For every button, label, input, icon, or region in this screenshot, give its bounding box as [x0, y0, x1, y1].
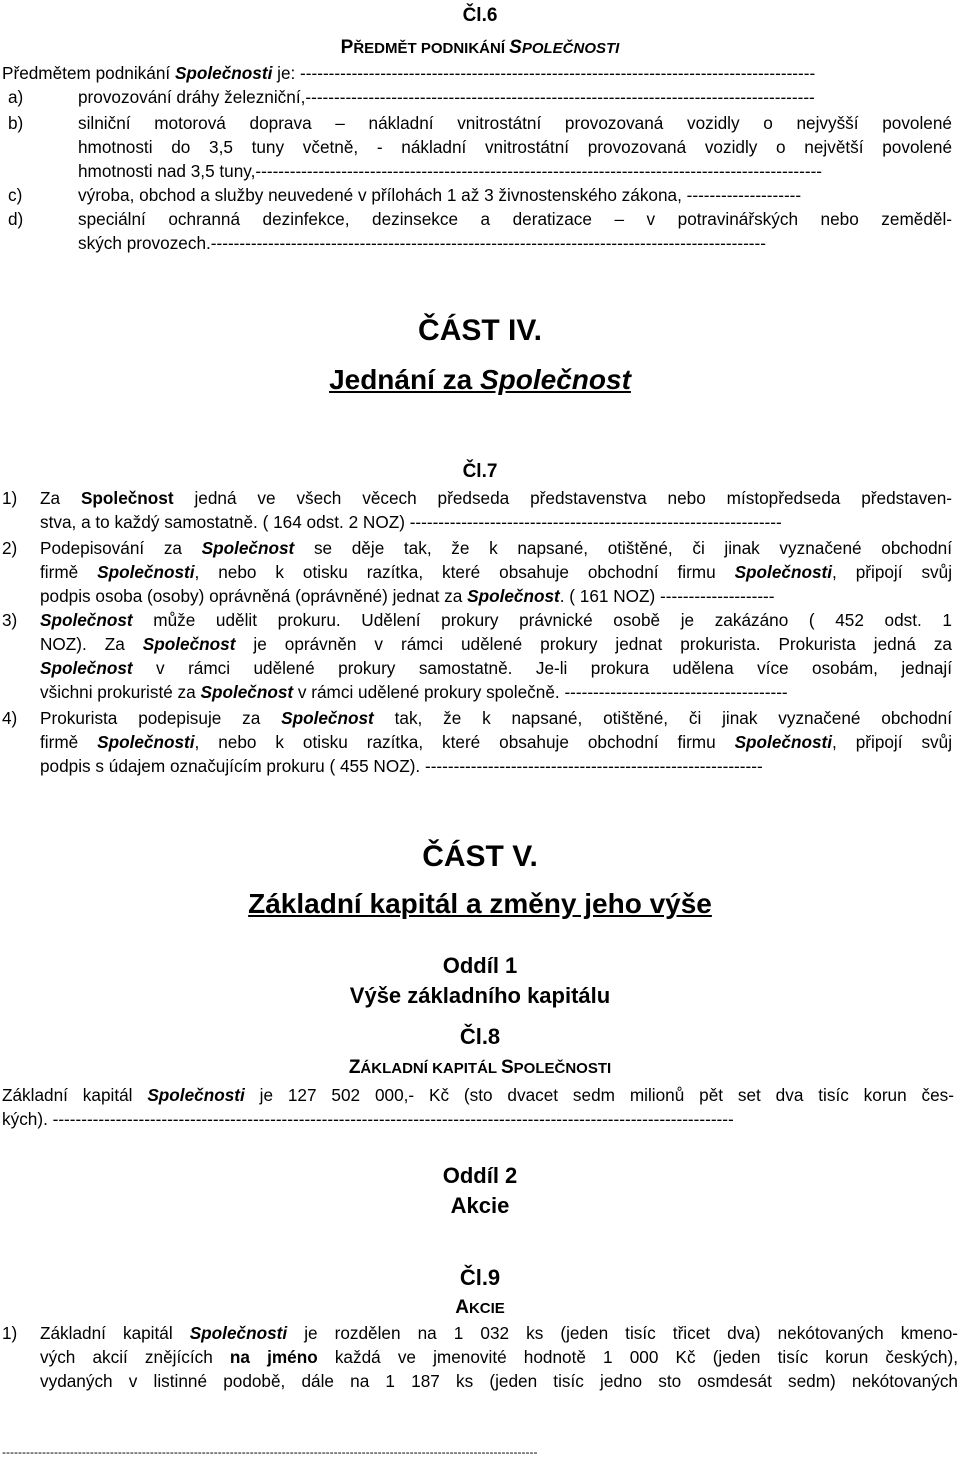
para-line: [40, 681, 952, 705]
company-term: Společnosti: [734, 732, 833, 752]
company-term: Společnosti: [147, 1085, 245, 1105]
article-9-heading: Čl.9: [459, 1265, 501, 1290]
item-label: b): [8, 113, 24, 133]
text: tak, že k napsané, otištěné, či jinak vyznačené obchodní: [373, 708, 952, 728]
article-6-intro: [2, 62, 952, 86]
para-line: [40, 537, 952, 561]
company-term: Společnost: [142, 634, 236, 654]
company-term: Společnost: [480, 364, 631, 395]
text: podpis osoba (osoby) oprávněná (oprávněné) jednat za: [40, 586, 468, 606]
part-5-title: Základní kapitál a změny jeho výše: [248, 888, 712, 919]
section-1-title: Výše základního kapitálu: [349, 983, 611, 1008]
title-part: POLEČNOSTI: [513, 1060, 612, 1077]
article-9-title: [0, 1296, 960, 1321]
text: Základní kapitál: [2, 1085, 148, 1105]
company-term: Společnost: [40, 658, 133, 678]
title-part: ÁKLADNÍ KAPITÁL: [360, 1060, 501, 1077]
item-line: výroba, obchod a služby neuvedené v přílohách 1 až 3 živnostenského zákona, --------------------: [78, 185, 802, 205]
title-part: POLEČNOSTI: [521, 40, 620, 57]
text: může udělit prokuru. Udělení prokury právnické osobě je zakázáno ( 452 odst. 1: [132, 610, 952, 630]
part-4-title: [0, 362, 960, 398]
text: firmě: [40, 562, 98, 582]
item-line: provozování dráhy železniční,-----------------------------------------------------------------------------------------: [78, 87, 815, 107]
para-line: stva, a to každý samostatně. ( 164 odst. 2 NOZ) -----------------------------------------------------------------: [40, 512, 782, 532]
para-line: podpis s údajem označujícím prokuru ( 455 NOZ). -----------------------------------------------------------: [40, 756, 763, 776]
article-7-heading: Čl.7: [462, 461, 498, 482]
company-term: Společnost: [201, 538, 295, 558]
para-label: 1): [2, 1323, 18, 1343]
text: v rámci udělené prokury samostatně. Je-li prokura udělena více osobám, jednají: [132, 658, 952, 678]
text: , připojí svůj: [832, 562, 953, 582]
article-8-title: [0, 1056, 960, 1081]
para-line: [40, 657, 952, 681]
footer-dash-line: --------------------------------------------------------------------------------------------------------------------------------------: [2, 1445, 538, 1459]
company-term: Společnost: [281, 708, 374, 728]
text: Základní kapitál: [40, 1323, 190, 1343]
text: je 127 502 000,- Kč (sto dvacet sedm milionů pět set dva tisíc korun čes-: [244, 1085, 955, 1105]
company-term: Společnosti: [189, 1323, 288, 1343]
article-8-heading: Čl.8: [459, 1024, 501, 1049]
company-term: Společnosti: [97, 732, 195, 752]
company-term: Společnost: [200, 682, 294, 702]
text: firmě: [40, 732, 98, 752]
text: , nebo k otisku razítka, které obsahuje obchodní firmu: [194, 562, 735, 582]
part-5-heading: ČÁST V.: [422, 840, 538, 873]
section-1-heading: Oddíl 1: [442, 953, 518, 978]
title-part: P: [340, 37, 354, 58]
part-4-heading: ČÁST IV.: [418, 314, 542, 347]
text: Předmětem podnikání: [2, 63, 175, 83]
text: se děje tak, že k napsané, otištěné, či jinak vyznačené obchodní: [294, 538, 952, 558]
item-label: a): [8, 87, 24, 107]
para-line: [40, 585, 952, 609]
title-part: Z: [348, 1057, 361, 1078]
para-line: [40, 487, 952, 511]
para-line: [40, 633, 952, 657]
company-term: Společnosti: [97, 562, 195, 582]
company-term: Společnost: [40, 610, 133, 630]
item-line: hmotnosti nad 3,5 tuny,---------------------------------------------------------------------------------------------------: [78, 161, 823, 181]
section-2-heading: Oddíl 2: [442, 1163, 518, 1188]
section-2-title: Akcie: [450, 1193, 510, 1218]
item-line: ských provozech.-------------------------------------------------------------------------------------------------: [78, 233, 766, 253]
text: v rámci udělené prokury společně. ---------------------------------------: [293, 682, 788, 702]
text: je rozdělen na 1 032 ks (jeden tisíc třicet dva) nekótovaných kmeno-: [287, 1323, 959, 1343]
item-label: d): [8, 209, 24, 229]
company-term: Společnost: [467, 586, 560, 606]
text: Podepisování za: [40, 538, 202, 558]
text: , připojí svůj: [832, 732, 953, 752]
company-term: Společnosti: [734, 562, 833, 582]
para-line: [40, 707, 952, 731]
item-label: c): [8, 185, 23, 205]
para-label: 4): [2, 708, 18, 728]
para-label: 2): [2, 538, 18, 558]
item-line: silniční motorová doprava – nákladní vnitrostátní provozovaná vozidly o nejvyšší povolené: [78, 113, 952, 133]
para-label: 1): [2, 488, 18, 508]
text: všichni prokuristé za: [40, 682, 201, 702]
item-line: hmotnosti do 3,5 tuny včetně, - nákladní vnitrostátní provozovaná vozidly o největší povolené: [78, 137, 952, 157]
text: . ( 161 NOZ) --------------------: [559, 586, 775, 606]
company-term: Společnosti: [174, 63, 273, 83]
title-part: ŘEDMĚT PODNIKÁNÍ: [353, 40, 510, 57]
article-8-line-2: kých). -----------------------------------------------------------------------------------------------------------------------: [2, 1109, 734, 1129]
text: je oprávněn v rámci udělené prokury jednat prokurista. Prokurista jedná za: [235, 634, 952, 654]
item-line: speciální ochranná dezinfekce, dezinsekce a deratizace – v potravinářských nebo zeměděl-: [78, 209, 952, 229]
para-line: [40, 1322, 958, 1346]
para-label: 3): [2, 610, 18, 630]
title-part: KCIE: [468, 1300, 505, 1317]
article-8-line-1: [2, 1084, 954, 1108]
title-part: A: [455, 1297, 469, 1318]
text: vých akcií znějících: [40, 1347, 230, 1367]
para-line: [40, 1346, 958, 1370]
para-line: [40, 609, 952, 633]
para-line: vydaných v listinné podobě, dále na 1 187 ks (jeden tisíc jedno sto osmdesát sedm) nekótovaných: [40, 1371, 958, 1391]
article-6-title: [0, 36, 960, 61]
title-part: Jednání za: [329, 364, 480, 395]
text: NOZ). Za: [40, 634, 143, 654]
title-part: S: [509, 37, 522, 58]
emphasis: na jméno: [229, 1347, 318, 1367]
para-line: [40, 731, 952, 755]
title-part: S: [500, 1057, 514, 1078]
text: , nebo k otisku razítka, které obsahuje obchodní firmu: [194, 732, 735, 752]
text: je: ------------------------------------------------------------------------------------------: [272, 63, 816, 83]
text: Za: [40, 488, 81, 508]
text: každá ve jmenovité hodnotě 1 000 Kč (jeden tisíc korun českých),: [317, 1347, 958, 1367]
para-line: [40, 561, 952, 585]
article-6-heading: Čl.6: [462, 5, 498, 26]
text: Prokurista podepisuje za: [40, 708, 282, 728]
text: jedná ve všech věcech předseda představenstva nebo místopředseda představen-: [173, 488, 952, 508]
company-term: Společnost: [80, 488, 174, 508]
